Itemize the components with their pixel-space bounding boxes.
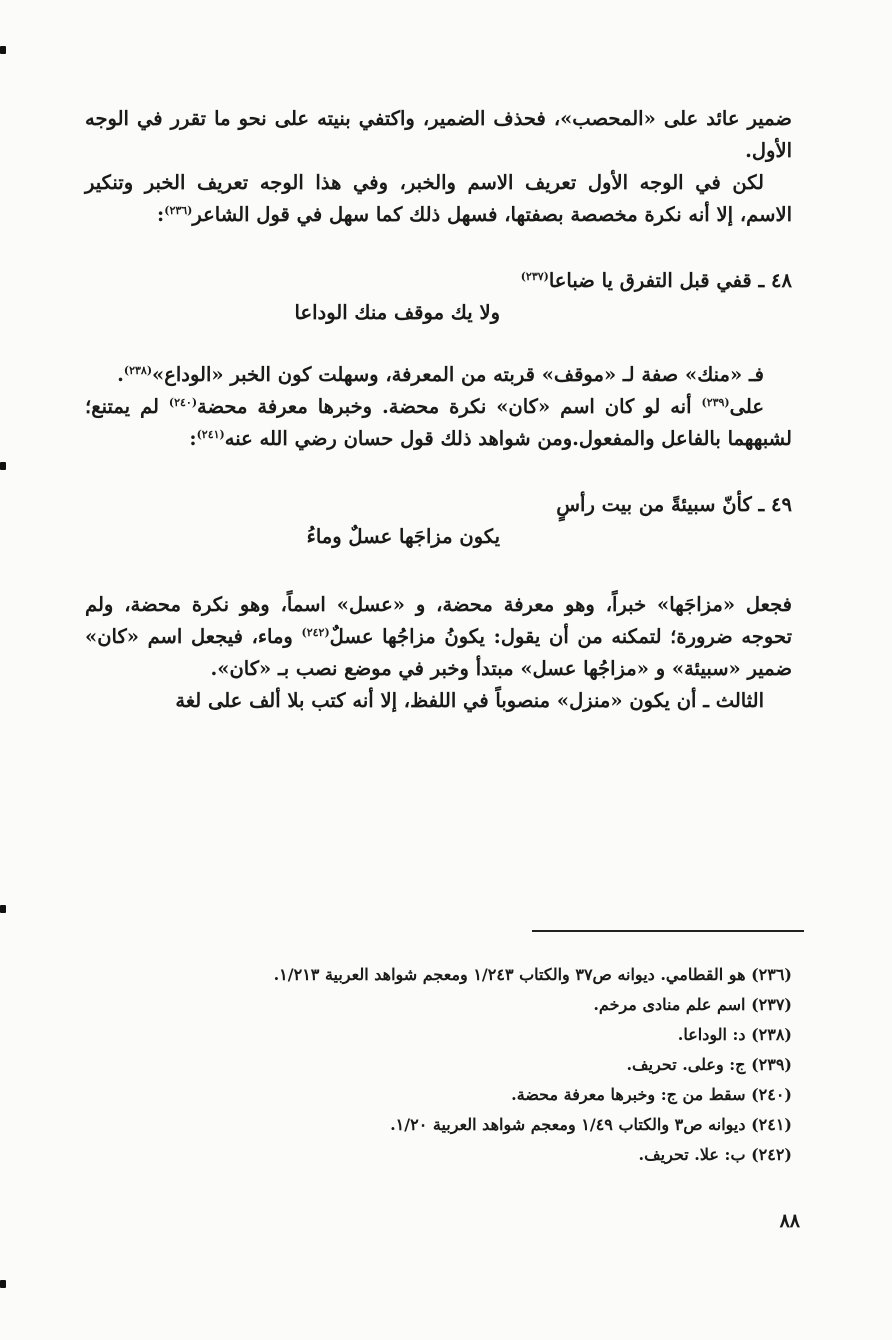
footnote-ref-239[interactable]: (٢٣٩) [701, 396, 730, 409]
footnote-ref-237[interactable]: (٢٣٧) [520, 270, 549, 283]
paragraph-ala: على$^{(٢٣٩)}$ أنه لو كان اسم «كان» نكرة محضة. وخبرها معرفة محضة$^{(٢٤٠)}$ لم يمتنع؛ لشبههما بالفاعل والمفعول.ومن شواهد ذلك قول حسان رضي الله عنه$^{(٢٤١)}$: [85, 395, 792, 450]
footnote-238: (٢٣٨) د: الوداعا. [677, 1025, 792, 1044]
footnote-239: (٢٣٩) ج: وعلى. تحريف. [626, 1055, 792, 1074]
scan-margin-mark [0, 462, 6, 470]
scan-margin-mark [0, 46, 6, 54]
footnote-ref-242[interactable]: (٢٤٢) [301, 626, 330, 639]
footnote-ref-240[interactable]: (٢٤٠) [168, 396, 198, 409]
paragraph-text: لكن في الوجه الأول تعريف الاسم والخبر، وفي هذا الوجه تعريف الخبر وتنكير الاسم، إلا أنه نكرة مخصصة بصفتها، فسهل ذلك كما سهل في قول الشاعر [85, 171, 792, 226]
footnote-ref-238[interactable]: (٢٣٨) [123, 364, 153, 377]
footnote-242: (٢٤٢) ب: علا. تحريف. [638, 1145, 792, 1164]
main-text-block [85, 103, 792, 717]
paragraph-after-verse-48: فـ «منك» صفة لـ «موقف» قربته من المعرفة، وسهلت كون الخبر «الوداع»$^{(٢٣٨)}$. [117, 363, 764, 386]
verse-first-hemistich: ٤٩ ـ كأنّ سبيئةً من بيت رأسٍ [556, 493, 792, 516]
footnote-separator [532, 930, 804, 932]
paragraph-third: الثالث ـ أن يكون «منزل» منصوباً في اللفظ، إلا أنه كتب بلا ألف على لغة [175, 689, 764, 712]
scan-margin-mark [0, 1280, 6, 1288]
page-number: ٨٨ [779, 1210, 800, 1232]
footnote-241: (٢٤١) ديوانه ص٣ والكتاب ١/٤٩ ومعجم شواهد العربية ١/٢٠. [390, 1115, 792, 1134]
verse-first-hemistich: ٤٨ ـ قفي قبل التفرق يا ضباعا$^{(٢٣٧)}$ [520, 269, 792, 292]
verse-second-hemistich: ولا يك موقف منك الوداعا [294, 301, 500, 324]
footnote-ref-241[interactable]: (٢٤١) [196, 428, 225, 441]
scan-margin-mark [0, 905, 6, 913]
footnote-237: (٢٣٧) اسم علم منادى مرخم. [593, 995, 792, 1014]
poem-verse-48 [85, 265, 792, 329]
footnote-240: (٢٤٠) سقط من ج: وخبرها معرفة محضة. [511, 1085, 792, 1104]
paragraph-after-verse-49: فجعل «مزاجَها» خبراً، وهو معرفة محضة، و «عسل» اسماً، وهو نكرة محضة، ولم تحوجه ضرورة؛ لتمكنه من أن يقول: يكونُ مزاجُها عسلٌ$^{(٢٤٢)}$ وماء، فيجعل اسم «كان» ضمير «سبيئة» و «مزاجُها عسل» مبتدأ وخبر في موضع نصب بـ «كان». [85, 593, 792, 680]
poem-verse-49 [85, 489, 792, 553]
paragraph-continuation: ضمير عائد على «المحصب»، فحذف الضمير، واكتفي بنيته على نحو ما تقرر في الوجه الأول. [85, 107, 792, 162]
footnote-ref-236[interactable]: (٢٣٦) [164, 204, 193, 217]
verse-second-hemistich: يكون مزاجَها عسلٌ وماءُ [306, 525, 500, 548]
footnotes-list [160, 960, 792, 1170]
paragraph-definiteness [85, 167, 792, 231]
colon: : [157, 203, 165, 226]
footnote-236: (٢٣٦) هو القطامي. ديوانه ص٣٧ والكتاب ١/٢٤٣ ومعجم شواهد العربية ١/٢١٣. [273, 965, 792, 984]
